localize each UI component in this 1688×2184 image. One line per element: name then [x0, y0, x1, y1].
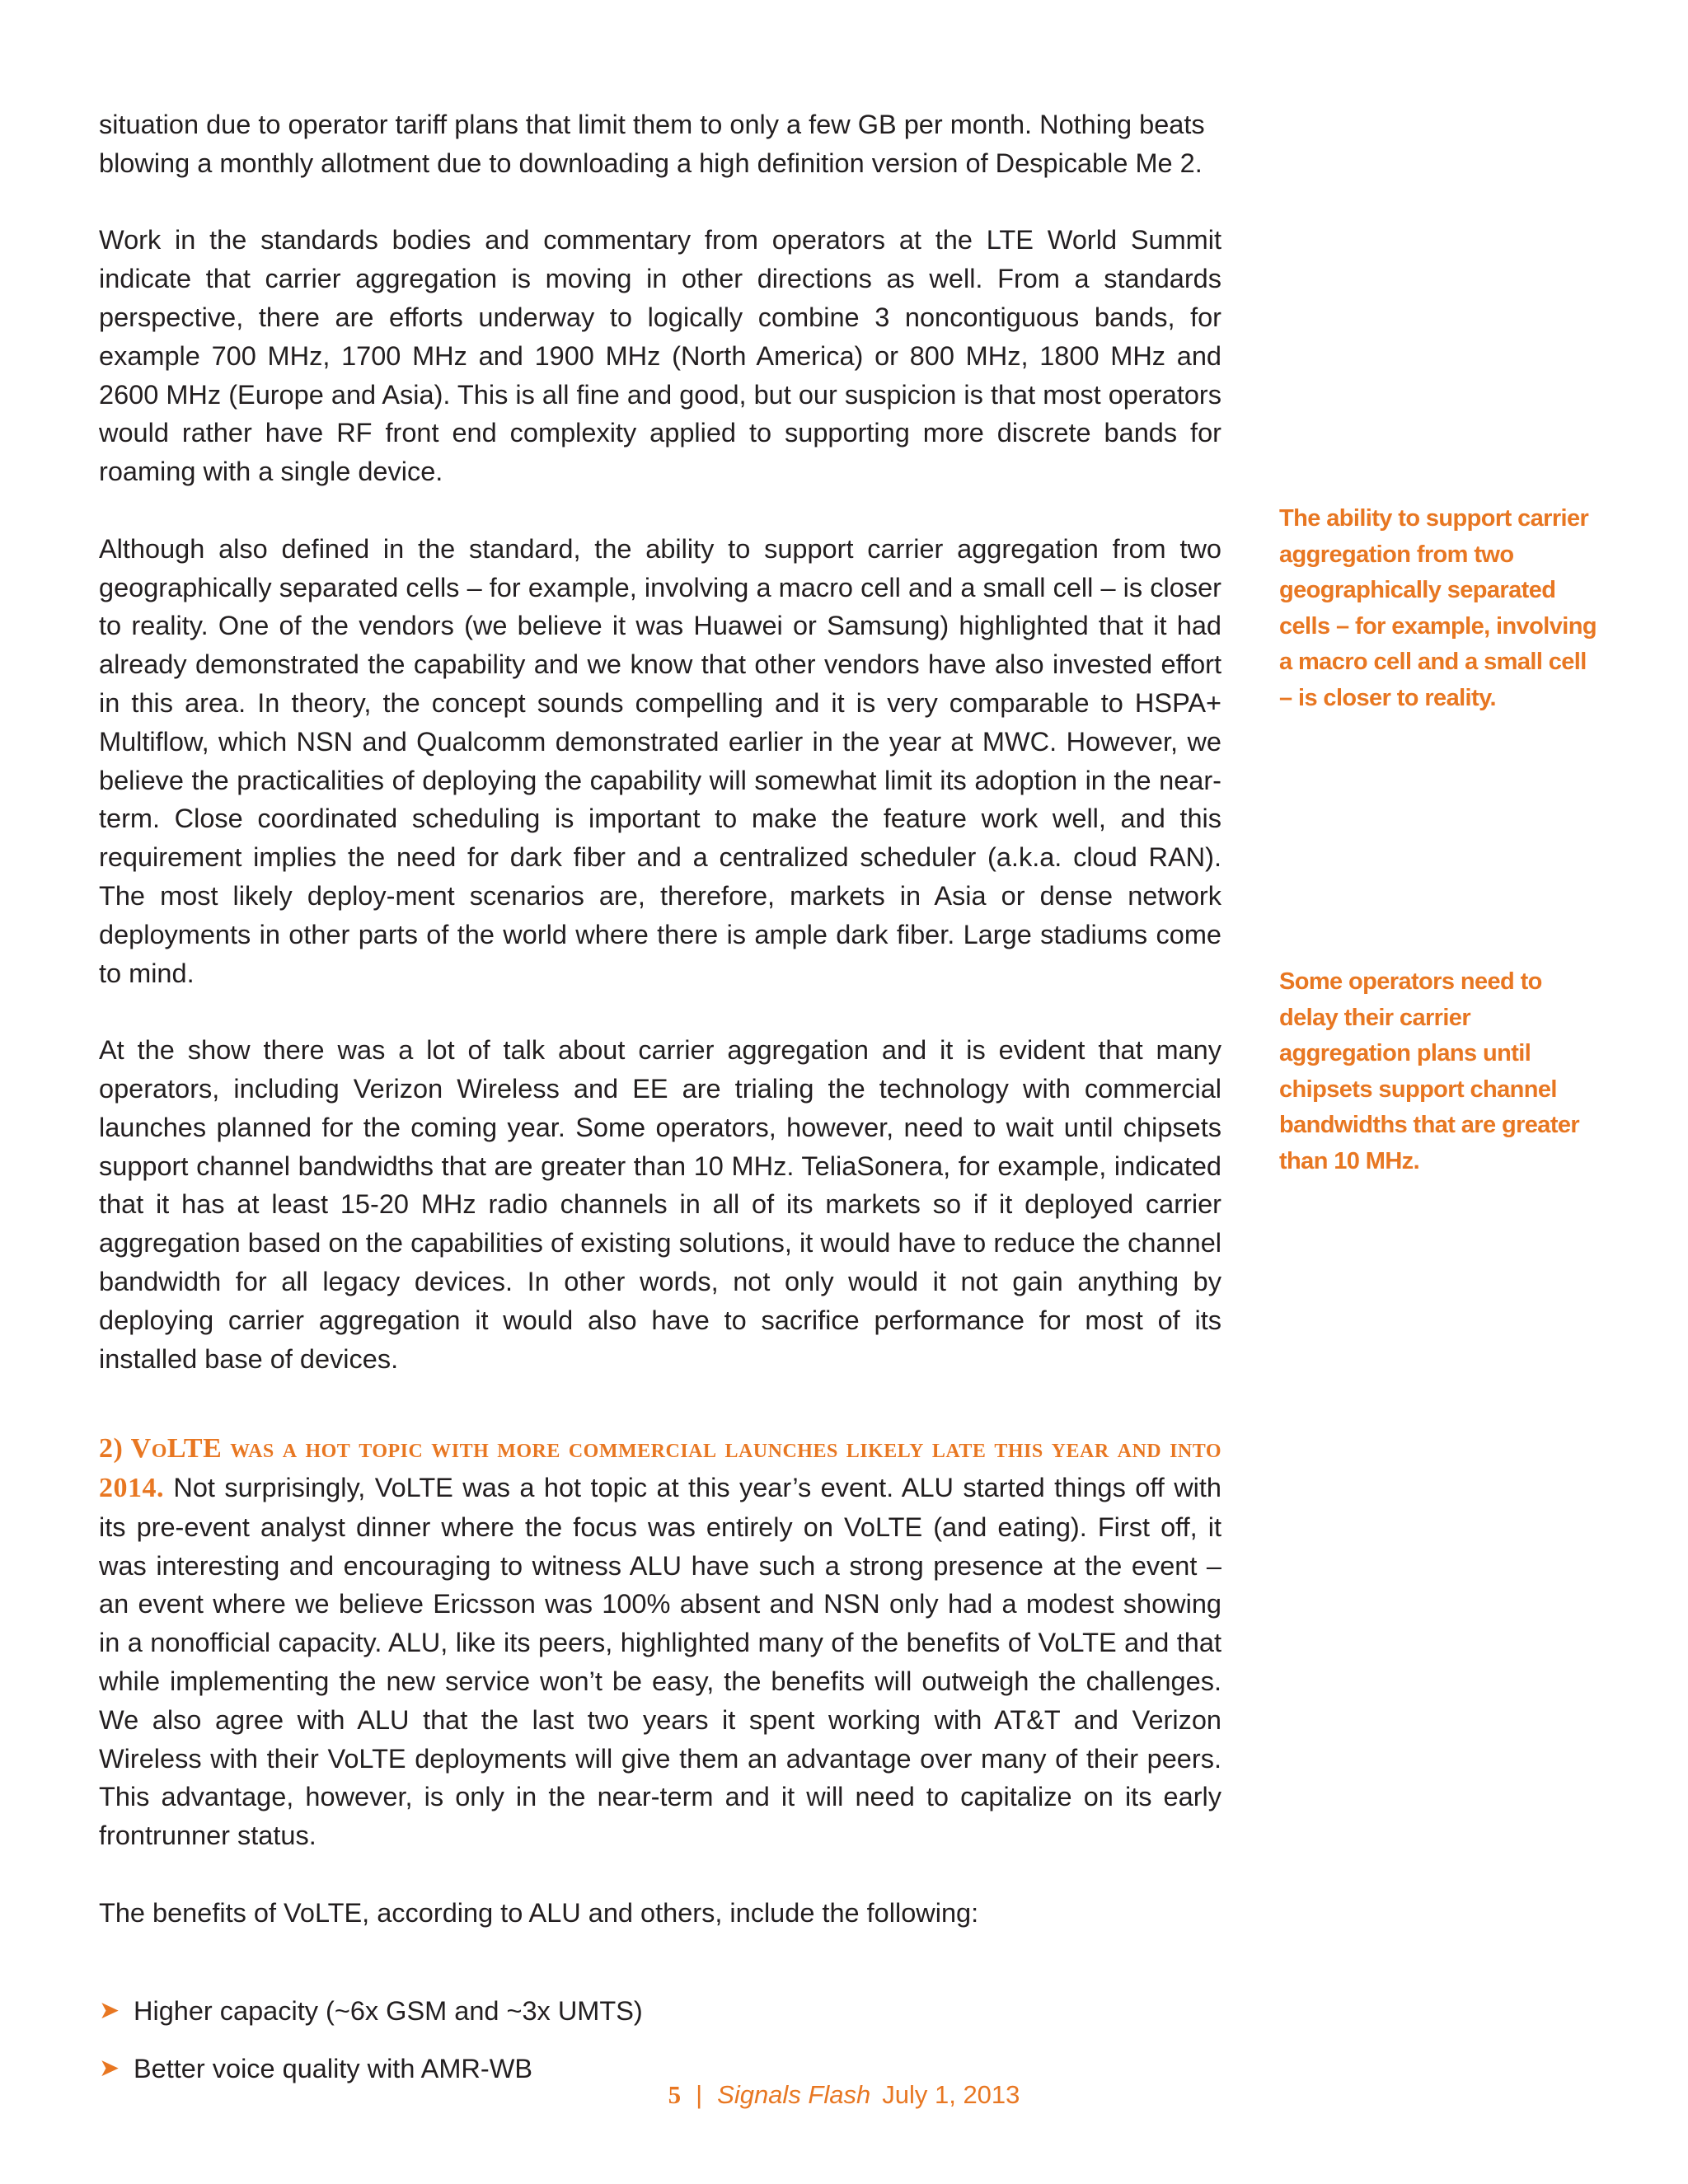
pull-quote: Some operators need to delay their carrier aggregation plans until chipsets support channel bandwidths that are greater than 10 MHz.: [1279, 968, 1580, 1174]
list-item-text: Higher capacity (~6x GSM and ~3x UMTS): [134, 1995, 643, 2026]
paragraph: At the show there was a lot of talk about carrier aggregation and it is evident that many operators, including Verizon Wireless and EE are trialing the technology with commercial launches planned for the coming year. Some operators, however, need to wait until chipsets support channel bandwidths that are greater than 10 MHz. TeliaSonera, for example, indicated that it has at least 15-20 MHz radio channels in all of its markets so if it deployed carrier aggregation based on the capabilities of existing solutions, it would have to reduce the channel bandwidth for all legacy devices. In other words, not only would it not gain anything by deploying carrier aggregation it would also have to sacrifice performance for most of its installed base of devices.: [99, 1035, 1221, 1374]
paragraph: Work in the standards bodies and commentary from operators at the LTE World Summit indicate that carrier aggregation is moving in other directions as well. From a standards perspective, there are efforts underway to logically combine 3 noncontiguous bands, for example 700 MHz, 1700 MHz and 1900 MHz (North America) or 800 MHz, 1800 MHz and 2600 MHz (Europe and Asia). This is all fine and good, but our suspicion is that most operators would rather have RF front end complexity applied to supporting more discrete bands for roaming with a single device.: [99, 225, 1221, 487]
paragraph: Although also defined in the standard, the ability to support carrier aggregation from two geographically separated cells – for example, involving a macro cell and a small cell – is closer to reality. One of the vendors (we believe it was Huawei or Samsung) highlighted that it had already demonstrated the capability and we know that other vendors have also invested effort in this area. In theory, the concept sounds compelling and it is very comparable to HSPA+ Multiflow, which NSN and Qualcomm demonstrated earlier in the year at MWC. However, we believe the practicalities of deploying the capability will somewhat limit its adoption in the near-term. Close coordinated scheduling is important to make the feature work well, and this requirement implies the need for dark fiber and a centralized scheduler (a.k.a. cloud RAN). The most likely deploy-ment scenarios are, therefore, markets in Asia or dense network deployments in other parts of the world where there is ample dark fiber. Large stadiums come to mind.: [99, 533, 1221, 988]
publication-name: Signals Flash: [717, 2080, 871, 2109]
main-column: [99, 105, 1221, 2108]
section-body: Not surprisingly, VoLTE was a hot topic at this year’s event. ALU started things off with its pre-event analyst dinner where the focus was entirely on VoLTE (and eating). First off, it was interesting and encouraging to witness ALU have such a strong presence at the event – an event where we believe Ericsson was 100% absent and NSN only had a modest showing in a nonofficial capacity. ALU, like its peers, highlighted many of the benefits of VoLTE and that while implementing the new service won’t be easy, the benefits will outweigh the challenges. We also agree with ALU that the last two years it spent working with AT&T and Verizon Wireless with their VoLTE deployments will give them an advantage over many of their peers. This advantage, however, is only in the near-term and it will need to capitalize on its early frontrunner status.: [99, 1473, 1221, 1851]
benefits-intro: The benefits of VoLTE, according to ALU and others, include the following:: [99, 1897, 979, 1928]
arrowhead-icon: ➤: [99, 1996, 120, 2024]
page-number: 5: [668, 2080, 682, 2109]
section-paragraph: [99, 1429, 1221, 1855]
paragraph: situation due to operator tariff plans that limit them to only a few GB per month. Nothing beats blowing a monthly allotment due to downloading a high definition version of Despicable Me 2.: [99, 110, 1205, 178]
section-heading: 2) VoLTE was a hot topic with more commercial launches likely late this year and into 2014.: [99, 1433, 1221, 1504]
arrowhead-icon: ➤: [99, 2055, 120, 2083]
publication-date: July 1, 2013: [882, 2080, 1020, 2109]
footer-separator: |: [696, 2080, 703, 2109]
benefits-list: [99, 1992, 1221, 2089]
pull-quote: The ability to support carrier aggregation from two geographically separated cells – for example, involving a macro cell and a small cell – is closer to reality.: [1279, 505, 1597, 711]
list-item: [99, 1992, 1221, 2031]
page-footer: [0, 2080, 1688, 2110]
list-item-text: Better voice quality with AMR-WB: [134, 2054, 533, 2084]
